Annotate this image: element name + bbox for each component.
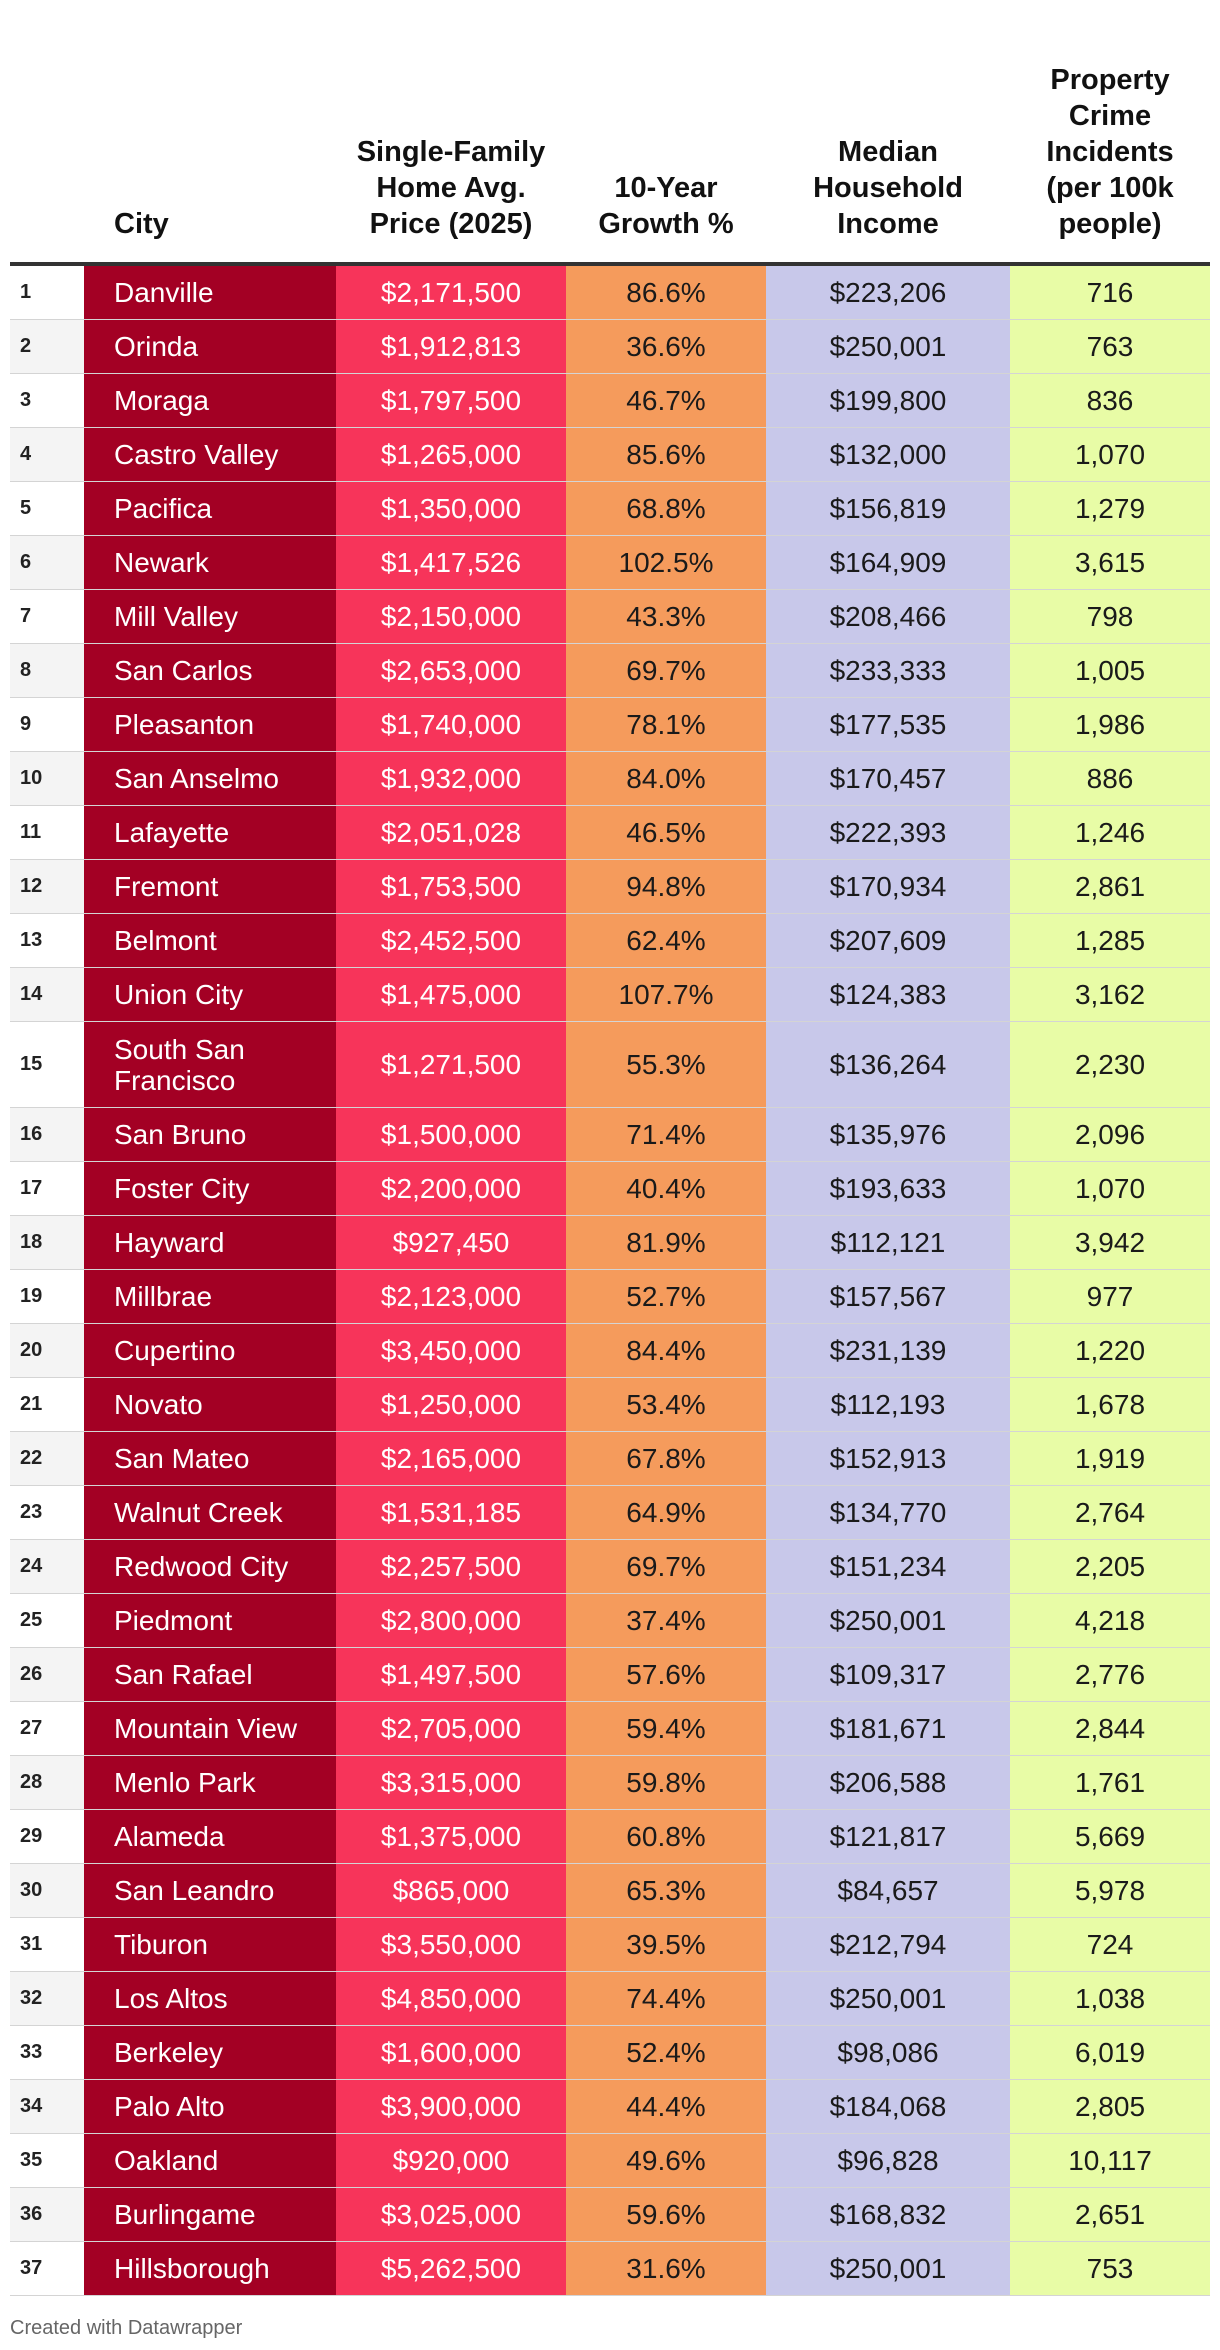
- table-row: [10, 644, 1210, 698]
- income-cell: $184,068: [766, 2080, 1010, 2134]
- table-row: [10, 914, 1210, 968]
- rank-cell: 7: [10, 590, 84, 644]
- header-rank[interactable]: [10, 0, 84, 264]
- header-growth[interactable]: 10-Year Growth %: [566, 0, 766, 264]
- city-cell: San Leandro: [84, 1864, 336, 1918]
- growth-cell: 107.7%: [566, 968, 766, 1022]
- growth-cell: 62.4%: [566, 914, 766, 968]
- crime-cell: 2,805: [1010, 2080, 1210, 2134]
- crime-cell: 716: [1010, 264, 1210, 320]
- city-cell: Belmont: [84, 914, 336, 968]
- rank-cell: 27: [10, 1702, 84, 1756]
- crime-cell: 2,205: [1010, 1540, 1210, 1594]
- price-cell: $1,740,000: [336, 698, 566, 752]
- crime-cell: 1,070: [1010, 428, 1210, 482]
- city-cell: Menlo Park: [84, 1756, 336, 1810]
- price-cell: $2,452,500: [336, 914, 566, 968]
- table-row: [10, 1022, 1210, 1108]
- crime-cell: 2,861: [1010, 860, 1210, 914]
- table-body: [10, 264, 1210, 2296]
- price-cell: $2,200,000: [336, 1162, 566, 1216]
- city-cell: San Mateo: [84, 1432, 336, 1486]
- income-cell: $170,457: [766, 752, 1010, 806]
- table-row: [10, 374, 1210, 428]
- rank-cell: 10: [10, 752, 84, 806]
- growth-cell: 85.6%: [566, 428, 766, 482]
- table-row: [10, 860, 1210, 914]
- crime-cell: 5,978: [1010, 1864, 1210, 1918]
- price-cell: $1,250,000: [336, 1378, 566, 1432]
- city-cell: Los Altos: [84, 1972, 336, 2026]
- growth-cell: 64.9%: [566, 1486, 766, 1540]
- income-cell: $250,001: [766, 1972, 1010, 2026]
- income-cell: $223,206: [766, 264, 1010, 320]
- city-cell: San Anselmo: [84, 752, 336, 806]
- growth-cell: 60.8%: [566, 1810, 766, 1864]
- price-cell: $2,257,500: [336, 1540, 566, 1594]
- growth-cell: 74.4%: [566, 1972, 766, 2026]
- growth-cell: 52.7%: [566, 1270, 766, 1324]
- growth-cell: 86.6%: [566, 264, 766, 320]
- header-city[interactable]: City: [84, 0, 336, 264]
- growth-cell: 67.8%: [566, 1432, 766, 1486]
- growth-cell: 65.3%: [566, 1864, 766, 1918]
- rank-cell: 36: [10, 2188, 84, 2242]
- crime-cell: 1,246: [1010, 806, 1210, 860]
- price-cell: $1,932,000: [336, 752, 566, 806]
- growth-cell: 37.4%: [566, 1594, 766, 1648]
- table-row: [10, 1864, 1210, 1918]
- city-cell: Hillsborough: [84, 2242, 336, 2296]
- income-cell: $199,800: [766, 374, 1010, 428]
- income-cell: $212,794: [766, 1918, 1010, 1972]
- city-cell: Cupertino: [84, 1324, 336, 1378]
- crime-cell: 1,285: [1010, 914, 1210, 968]
- price-cell: $4,850,000: [336, 1972, 566, 2026]
- crime-cell: 1,986: [1010, 698, 1210, 752]
- income-cell: $206,588: [766, 1756, 1010, 1810]
- table-row: [10, 2188, 1210, 2242]
- growth-cell: 46.7%: [566, 374, 766, 428]
- city-cell: South San Francisco: [84, 1022, 336, 1108]
- crime-cell: 977: [1010, 1270, 1210, 1324]
- income-cell: $135,976: [766, 1108, 1010, 1162]
- table-row: [10, 1486, 1210, 1540]
- price-cell: $2,171,500: [336, 264, 566, 320]
- table-row: [10, 806, 1210, 860]
- city-cell: Orinda: [84, 320, 336, 374]
- growth-cell: 81.9%: [566, 1216, 766, 1270]
- price-cell: $2,653,000: [336, 644, 566, 698]
- city-cell: Oakland: [84, 2134, 336, 2188]
- growth-cell: 49.6%: [566, 2134, 766, 2188]
- table-row: [10, 1540, 1210, 1594]
- table-row: [10, 536, 1210, 590]
- city-cell: San Rafael: [84, 1648, 336, 1702]
- income-cell: $231,139: [766, 1324, 1010, 1378]
- growth-cell: 44.4%: [566, 2080, 766, 2134]
- city-cell: Alameda: [84, 1810, 336, 1864]
- rank-cell: 9: [10, 698, 84, 752]
- city-cell: San Carlos: [84, 644, 336, 698]
- growth-cell: 84.0%: [566, 752, 766, 806]
- table-row: [10, 2080, 1210, 2134]
- price-cell: $1,417,526: [336, 536, 566, 590]
- income-cell: $112,193: [766, 1378, 1010, 1432]
- income-cell: $98,086: [766, 2026, 1010, 2080]
- income-cell: $168,832: [766, 2188, 1010, 2242]
- city-cell: Millbrae: [84, 1270, 336, 1324]
- price-cell: $1,497,500: [336, 1648, 566, 1702]
- rank-cell: 31: [10, 1918, 84, 1972]
- header-row: [10, 0, 1210, 264]
- price-cell: $1,271,500: [336, 1022, 566, 1108]
- crime-cell: 1,005: [1010, 644, 1210, 698]
- table-row: [10, 1108, 1210, 1162]
- crime-cell: 3,615: [1010, 536, 1210, 590]
- rank-cell: 8: [10, 644, 84, 698]
- table-row: [10, 1972, 1210, 2026]
- header-price[interactable]: Single-Family Home Avg. Price (2025): [336, 0, 566, 264]
- rank-cell: 12: [10, 860, 84, 914]
- city-cell: Walnut Creek: [84, 1486, 336, 1540]
- rank-cell: 26: [10, 1648, 84, 1702]
- income-cell: $250,001: [766, 320, 1010, 374]
- crime-cell: 2,776: [1010, 1648, 1210, 1702]
- price-cell: $1,531,185: [336, 1486, 566, 1540]
- price-cell: $1,912,813: [336, 320, 566, 374]
- income-cell: $193,633: [766, 1162, 1010, 1216]
- rank-cell: 29: [10, 1810, 84, 1864]
- table-row: [10, 1378, 1210, 1432]
- city-cell: Mountain View: [84, 1702, 336, 1756]
- growth-cell: 43.3%: [566, 590, 766, 644]
- crime-cell: 6,019: [1010, 2026, 1210, 2080]
- city-cell: San Bruno: [84, 1108, 336, 1162]
- price-cell: $2,705,000: [336, 1702, 566, 1756]
- table-row: [10, 428, 1210, 482]
- growth-cell: 57.6%: [566, 1648, 766, 1702]
- city-cell: Hayward: [84, 1216, 336, 1270]
- table-row: [10, 320, 1210, 374]
- crime-cell: 1,070: [1010, 1162, 1210, 1216]
- crime-cell: 836: [1010, 374, 1210, 428]
- table-header: [10, 0, 1210, 264]
- income-cell: $181,671: [766, 1702, 1010, 1756]
- price-cell: $1,600,000: [336, 2026, 566, 2080]
- rank-cell: 3: [10, 374, 84, 428]
- city-cell: Palo Alto: [84, 2080, 336, 2134]
- city-cell: Redwood City: [84, 1540, 336, 1594]
- growth-cell: 94.8%: [566, 860, 766, 914]
- header-income[interactable]: Median Household Income: [766, 0, 1010, 264]
- table-row: [10, 1270, 1210, 1324]
- table-row: [10, 1702, 1210, 1756]
- table-row: [10, 1810, 1210, 1864]
- income-cell: $170,934: [766, 860, 1010, 914]
- income-cell: $156,819: [766, 482, 1010, 536]
- city-cell: Fremont: [84, 860, 336, 914]
- table-row: [10, 482, 1210, 536]
- income-cell: $177,535: [766, 698, 1010, 752]
- table-row: [10, 590, 1210, 644]
- rank-cell: 4: [10, 428, 84, 482]
- table-row: [10, 1216, 1210, 1270]
- income-cell: $250,001: [766, 2242, 1010, 2296]
- crime-cell: 1,279: [1010, 482, 1210, 536]
- income-cell: $157,567: [766, 1270, 1010, 1324]
- growth-cell: 36.6%: [566, 320, 766, 374]
- growth-cell: 40.4%: [566, 1162, 766, 1216]
- rank-cell: 16: [10, 1108, 84, 1162]
- price-cell: $1,500,000: [336, 1108, 566, 1162]
- crime-cell: 5,669: [1010, 1810, 1210, 1864]
- city-cell: Pleasanton: [84, 698, 336, 752]
- crime-cell: 10,117: [1010, 2134, 1210, 2188]
- crime-cell: 2,096: [1010, 1108, 1210, 1162]
- income-cell: $112,121: [766, 1216, 1010, 1270]
- growth-cell: 102.5%: [566, 536, 766, 590]
- city-cell: Novato: [84, 1378, 336, 1432]
- rank-cell: 35: [10, 2134, 84, 2188]
- crime-cell: 3,942: [1010, 1216, 1210, 1270]
- crime-cell: 2,844: [1010, 1702, 1210, 1756]
- data-table-container: [10, 0, 1210, 2296]
- city-cell: Burlingame: [84, 2188, 336, 2242]
- crime-cell: 798: [1010, 590, 1210, 644]
- price-cell: $1,475,000: [336, 968, 566, 1022]
- crime-cell: 763: [1010, 320, 1210, 374]
- table-row: [10, 1324, 1210, 1378]
- rank-cell: 1: [10, 264, 84, 320]
- table-row: [10, 2242, 1210, 2296]
- price-cell: $2,051,028: [336, 806, 566, 860]
- growth-cell: 59.4%: [566, 1702, 766, 1756]
- crime-cell: 724: [1010, 1918, 1210, 1972]
- income-cell: $208,466: [766, 590, 1010, 644]
- price-cell: $1,753,500: [336, 860, 566, 914]
- rank-cell: 24: [10, 1540, 84, 1594]
- table-row: [10, 1756, 1210, 1810]
- income-cell: $132,000: [766, 428, 1010, 482]
- crime-cell: 1,761: [1010, 1756, 1210, 1810]
- price-cell: $865,000: [336, 1864, 566, 1918]
- rank-cell: 19: [10, 1270, 84, 1324]
- growth-cell: 46.5%: [566, 806, 766, 860]
- crime-cell: 1,038: [1010, 1972, 1210, 2026]
- income-cell: $96,828: [766, 2134, 1010, 2188]
- rank-cell: 5: [10, 482, 84, 536]
- rank-cell: 18: [10, 1216, 84, 1270]
- header-crime[interactable]: Property Crime Incidents (per 100k people): [1010, 0, 1210, 264]
- income-cell: $151,234: [766, 1540, 1010, 1594]
- rank-cell: 13: [10, 914, 84, 968]
- price-cell: $2,150,000: [336, 590, 566, 644]
- price-cell: $2,800,000: [336, 1594, 566, 1648]
- growth-cell: 68.8%: [566, 482, 766, 536]
- income-cell: $152,913: [766, 1432, 1010, 1486]
- city-cell: Mill Valley: [84, 590, 336, 644]
- price-cell: $3,025,000: [336, 2188, 566, 2242]
- income-cell: $134,770: [766, 1486, 1010, 1540]
- rank-cell: 22: [10, 1432, 84, 1486]
- table-row: [10, 968, 1210, 1022]
- rank-cell: 20: [10, 1324, 84, 1378]
- footer-credit: Created with Datawrapper: [10, 2317, 243, 2339]
- data-table: [10, 0, 1210, 2296]
- price-cell: $2,165,000: [336, 1432, 566, 1486]
- growth-cell: 31.6%: [566, 2242, 766, 2296]
- growth-cell: 69.7%: [566, 1540, 766, 1594]
- price-cell: $927,450: [336, 1216, 566, 1270]
- price-cell: $1,375,000: [336, 1810, 566, 1864]
- rank-cell: 17: [10, 1162, 84, 1216]
- city-cell: Moraga: [84, 374, 336, 428]
- growth-cell: 78.1%: [566, 698, 766, 752]
- crime-cell: 2,230: [1010, 1022, 1210, 1108]
- crime-cell: 1,220: [1010, 1324, 1210, 1378]
- income-cell: $233,333: [766, 644, 1010, 698]
- income-cell: $109,317: [766, 1648, 1010, 1702]
- price-cell: $3,315,000: [336, 1756, 566, 1810]
- rank-cell: 2: [10, 320, 84, 374]
- income-cell: $136,264: [766, 1022, 1010, 1108]
- income-cell: $84,657: [766, 1864, 1010, 1918]
- rank-cell: 30: [10, 1864, 84, 1918]
- price-cell: $1,350,000: [336, 482, 566, 536]
- rank-cell: 11: [10, 806, 84, 860]
- price-cell: $920,000: [336, 2134, 566, 2188]
- rank-cell: 32: [10, 1972, 84, 2026]
- price-cell: $2,123,000: [336, 1270, 566, 1324]
- city-cell: Newark: [84, 536, 336, 590]
- price-cell: $5,262,500: [336, 2242, 566, 2296]
- price-cell: $3,900,000: [336, 2080, 566, 2134]
- price-cell: $3,450,000: [336, 1324, 566, 1378]
- growth-cell: 39.5%: [566, 1918, 766, 1972]
- growth-cell: 55.3%: [566, 1022, 766, 1108]
- table-row: [10, 698, 1210, 752]
- crime-cell: 1,919: [1010, 1432, 1210, 1486]
- income-cell: $121,817: [766, 1810, 1010, 1864]
- rank-cell: 6: [10, 536, 84, 590]
- price-cell: $3,550,000: [336, 1918, 566, 1972]
- crime-cell: 2,651: [1010, 2188, 1210, 2242]
- city-cell: Berkeley: [84, 2026, 336, 2080]
- growth-cell: 71.4%: [566, 1108, 766, 1162]
- table-row: [10, 1918, 1210, 1972]
- rank-cell: 21: [10, 1378, 84, 1432]
- city-cell: Danville: [84, 264, 336, 320]
- table-row: [10, 1432, 1210, 1486]
- crime-cell: 3,162: [1010, 968, 1210, 1022]
- rank-cell: 15: [10, 1022, 84, 1108]
- crime-cell: 1,678: [1010, 1378, 1210, 1432]
- price-cell: $1,265,000: [336, 428, 566, 482]
- crime-cell: 886: [1010, 752, 1210, 806]
- crime-cell: 4,218: [1010, 1594, 1210, 1648]
- city-cell: Tiburon: [84, 1918, 336, 1972]
- table-row: [10, 752, 1210, 806]
- city-cell: Lafayette: [84, 806, 336, 860]
- income-cell: $207,609: [766, 914, 1010, 968]
- table-row: [10, 2026, 1210, 2080]
- growth-cell: 84.4%: [566, 1324, 766, 1378]
- crime-cell: 2,764: [1010, 1486, 1210, 1540]
- growth-cell: 53.4%: [566, 1378, 766, 1432]
- growth-cell: 69.7%: [566, 644, 766, 698]
- price-cell: $1,797,500: [336, 374, 566, 428]
- income-cell: $164,909: [766, 536, 1010, 590]
- table-row: [10, 264, 1210, 320]
- crime-cell: 753: [1010, 2242, 1210, 2296]
- rank-cell: 14: [10, 968, 84, 1022]
- city-cell: Pacifica: [84, 482, 336, 536]
- city-cell: Foster City: [84, 1162, 336, 1216]
- rank-cell: 28: [10, 1756, 84, 1810]
- table-row: [10, 1162, 1210, 1216]
- table-row: [10, 1594, 1210, 1648]
- rank-cell: 34: [10, 2080, 84, 2134]
- income-cell: $222,393: [766, 806, 1010, 860]
- income-cell: $250,001: [766, 1594, 1010, 1648]
- table-row: [10, 1648, 1210, 1702]
- growth-cell: 59.8%: [566, 1756, 766, 1810]
- growth-cell: 52.4%: [566, 2026, 766, 2080]
- city-cell: Union City: [84, 968, 336, 1022]
- city-cell: Castro Valley: [84, 428, 336, 482]
- rank-cell: 23: [10, 1486, 84, 1540]
- income-cell: $124,383: [766, 968, 1010, 1022]
- rank-cell: 37: [10, 2242, 84, 2296]
- growth-cell: 59.6%: [566, 2188, 766, 2242]
- table-row: [10, 2134, 1210, 2188]
- rank-cell: 25: [10, 1594, 84, 1648]
- rank-cell: 33: [10, 2026, 84, 2080]
- city-cell: Piedmont: [84, 1594, 336, 1648]
